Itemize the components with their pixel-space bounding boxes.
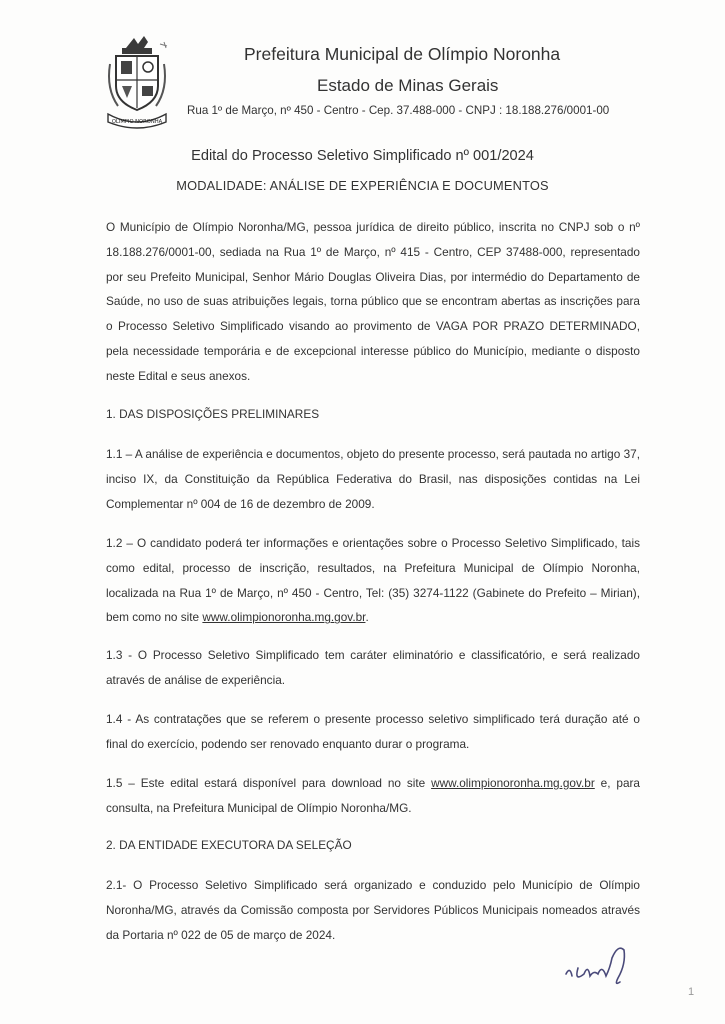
- paragraph-1-4: 1.4 - As contratações que se referem o presente processo seletivo simplificado terá duração até o final do exercício, podendo ser renovado enquanto durar o programa.: [106, 712, 640, 751]
- page-number: 1: [688, 986, 695, 998]
- paragraph-1-5: [106, 771, 640, 821]
- website-link[interactable]: www.olimpionoronha.mg.gov.br: [431, 776, 595, 790]
- header-address: Rua 1º de Março, nº 450 - Centro - Cep. 37.488-000 - CNPJ : 18.188.276/0001-00: [187, 104, 610, 117]
- section-1-heading: 1. DAS DISPOSIÇÕES PRELIMINARES: [106, 407, 320, 421]
- paragraph-1-2-end: .: [365, 610, 369, 625]
- municipal-coat-of-arms: [104, 34, 170, 132]
- paragraph-1-2: [106, 531, 640, 630]
- paragraph-2-1: 2.1- O Processo Seletivo Simplificado será organizado e conduzido pelo Município de Olímpio Noronha/MG, através da Comissão composta por Servidores Públicos Municipais nomeados através da Portaria nº 022 de 05 de março de 2024.: [106, 878, 640, 942]
- section-2-heading: 2. DA ENTIDADE EXECUTORA DA SELEÇÃO: [106, 838, 352, 852]
- paragraph-1-1: 1.1 – A análise de experiência e documentos, objeto do presente processo, será pautada no artigo 37, inciso IX, da Constituição da República Federativa do Brasil, nas disposições contidas na Lei Complementar nº 004 de 16 de dezembro de 2009.: [106, 447, 640, 511]
- header-state: Estado de Minas Gerais: [317, 76, 499, 95]
- document-title: Edital do Processo Seletivo Simplificado nº 001/2024: [191, 148, 534, 164]
- paragraph-1-5-end: e, para consulta, na Prefeitura Municipal de Olímpio Noronha/MG.: [106, 776, 640, 815]
- website-link[interactable]: www.olimpionoronha.mg.gov.br: [202, 610, 366, 625]
- intro-paragraph: O Município de Olímpio Noronha/MG, pessoa jurídica de direito público, inscrita no CNPJ sob o nº 18.188.276/0001-00, sediada na Rua 1º de Março, nº 415 - Centro, CEP 37488-000, representado por seu Prefeito Municipal, Senhor Mário Douglas Oliveira Dias, por intermédio do Departamento de Saúde, no uso de suas atribuições legais, torna público que se encontram abertas as inscrições para o Processo Seletivo Simplificado visando ao provimento de VAGA POR PRAZO DETERMINADO, pela necessidade temporária e de excepcional interesse público do Município, mediante o disposto neste Edital e seus anexos.: [106, 220, 640, 383]
- header-title: Prefeitura Municipal de Olímpio Noronha: [244, 44, 561, 64]
- paragraph-1-3: 1.3 - O Processo Seletivo Simplificado tem caráter eliminatório e classificatório, e será realizado através de análise de experiência.: [106, 648, 640, 687]
- paragraph-1-2-text: 1.2 – O candidato poderá ter informações e orientações sobre o Processo Seletivo Simplificado, tais como edital, processo de inscrição, resultados, na Prefeitura Municipal de Olímpio Noronha, localizada na Rua 1º de Março, nº 450 - Centro, Tel: (35) 3274-1122 (Gabinete do Prefeito – Mirian), bem como no site: [106, 536, 640, 625]
- document-subtitle: MODALIDADE: ANÁLISE DE EXPERIÊNCIA E DOCUMENTOS: [176, 178, 549, 193]
- svg-text:OLIMPIO NORONHA: OLIMPIO NORONHA: [111, 119, 163, 125]
- paragraph-1-5-text: 1.5 – Este edital estará disponível para download no site: [106, 776, 432, 790]
- handwritten-signature: [560, 930, 660, 990]
